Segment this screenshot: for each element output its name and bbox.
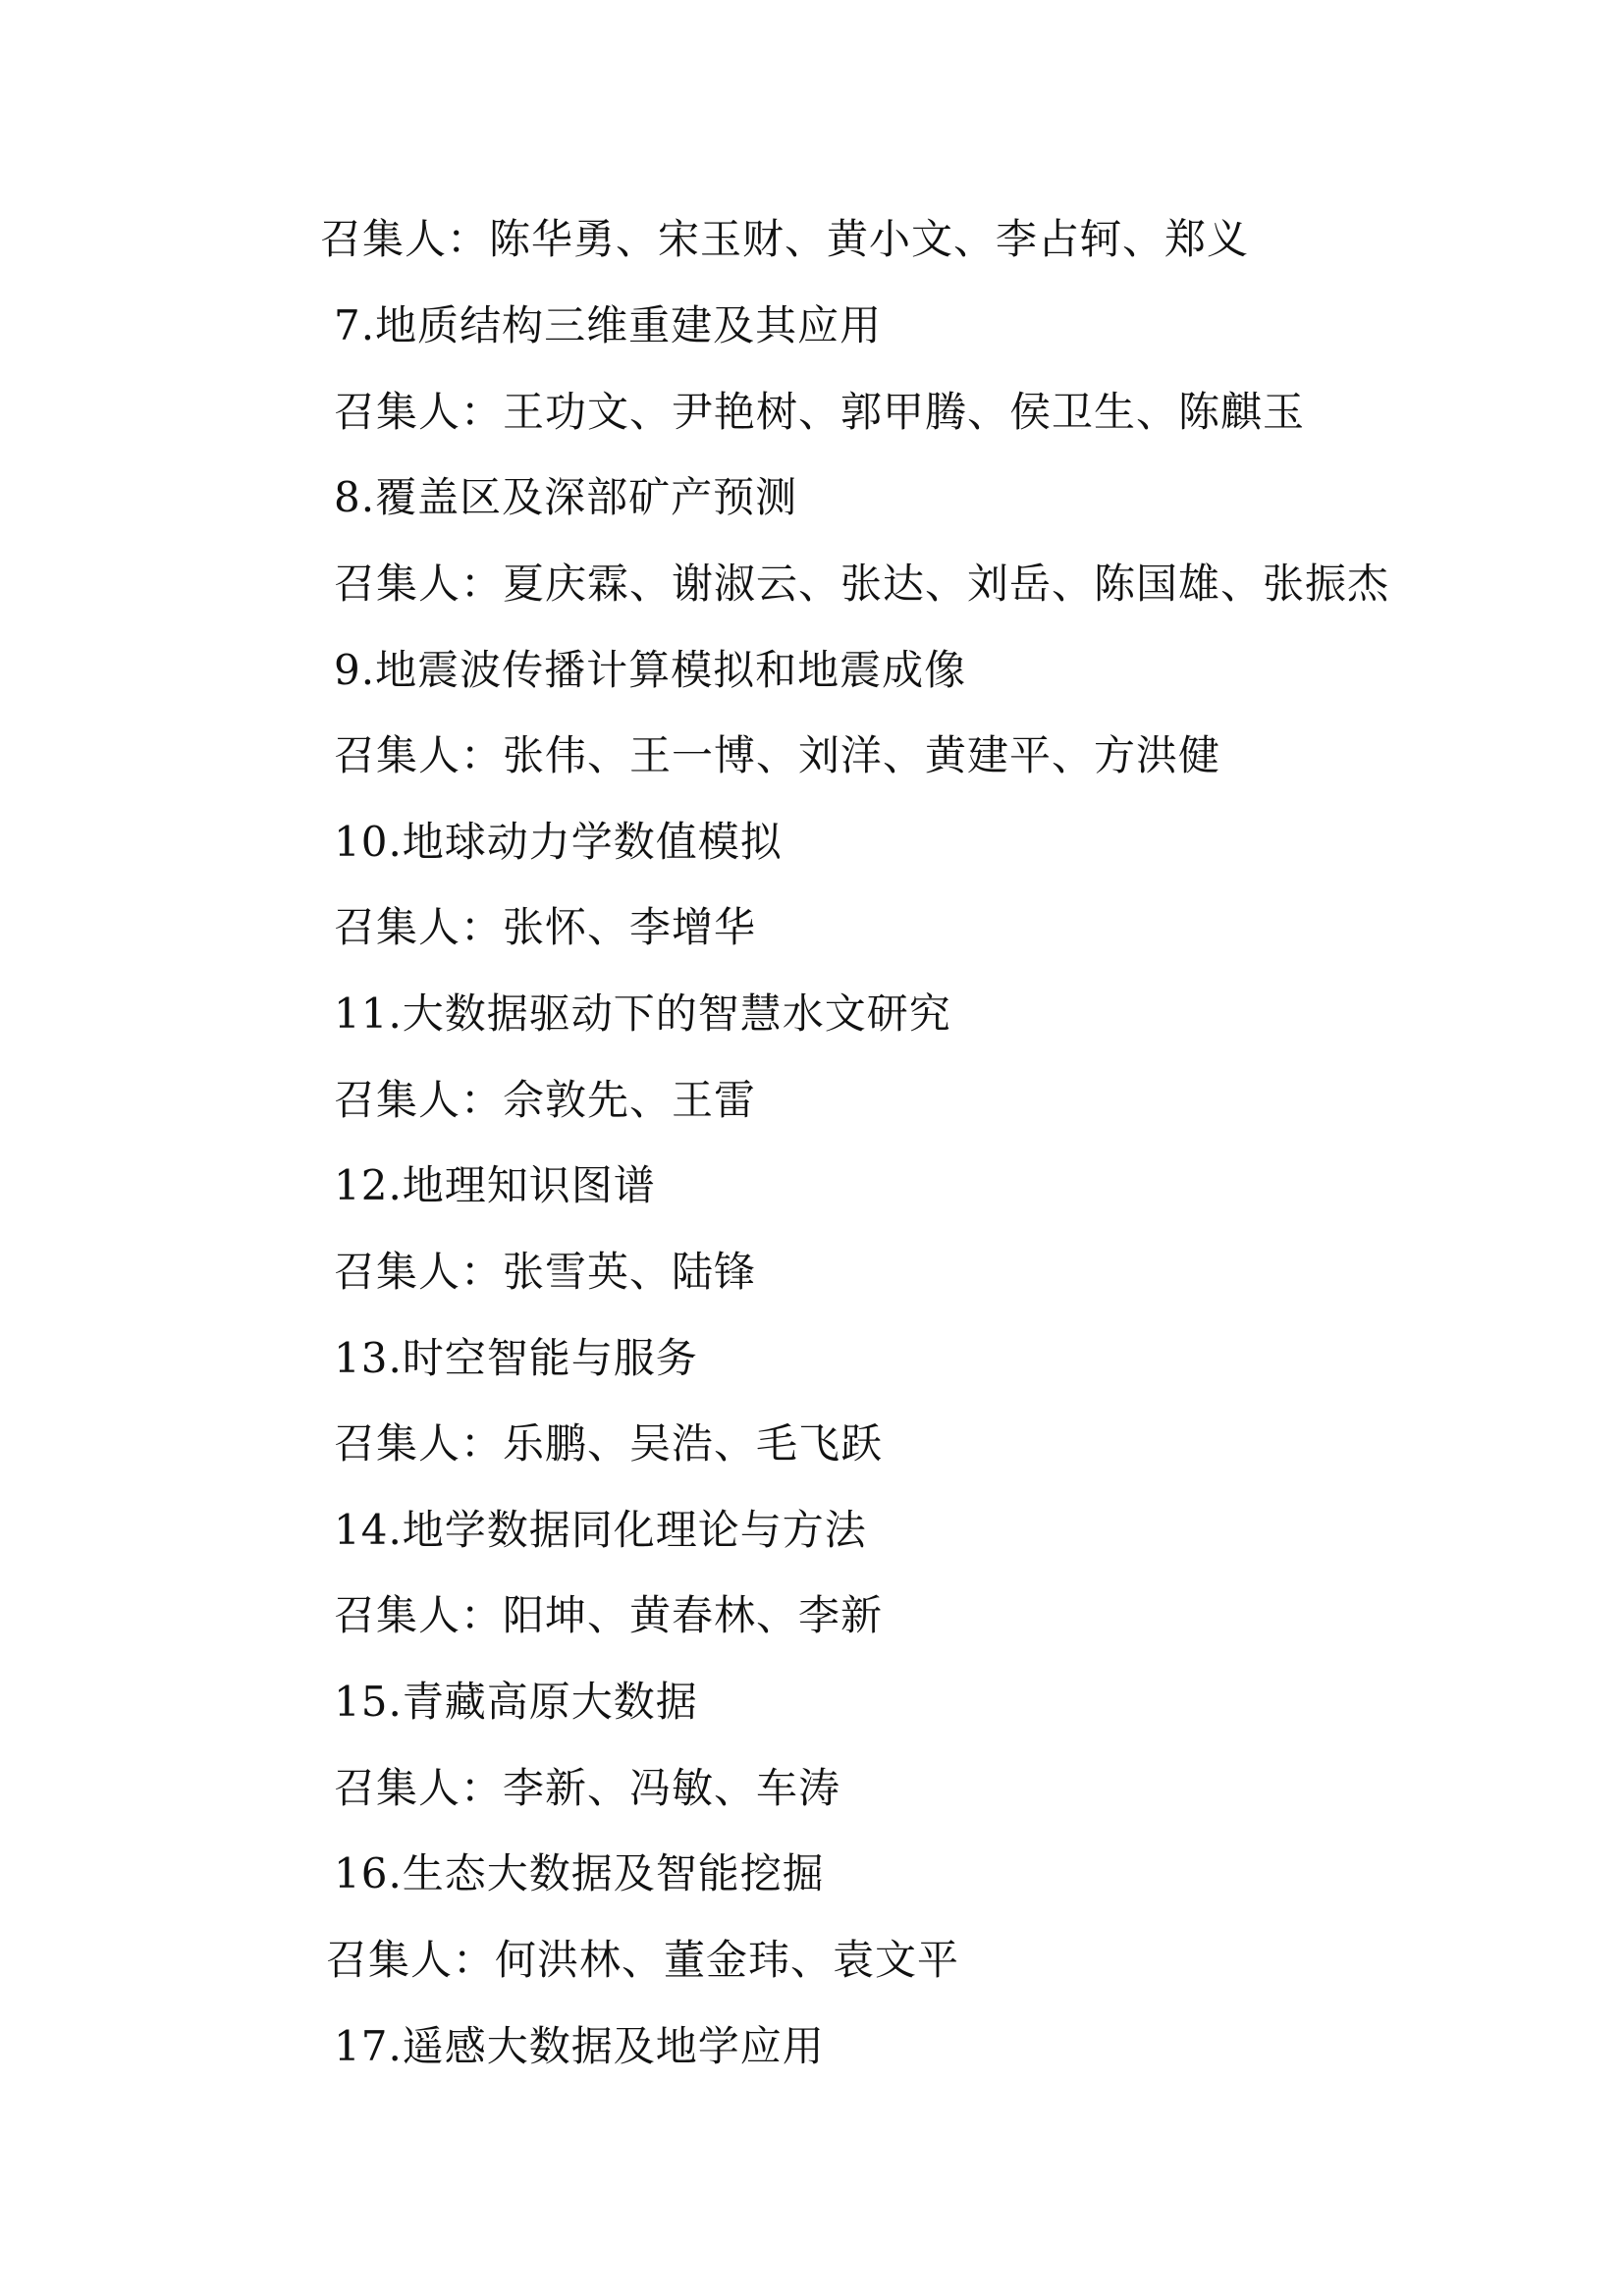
convenor-line: 召集人：李新、冯敏、车涛: [334, 1764, 841, 1812]
convenor-line: 召集人：佘敦先、王雷: [334, 1076, 757, 1124]
topic-heading: 15.青藏高原大数据: [334, 1678, 698, 1726]
topic-heading: 9.地震波传播计算模拟和地震成像: [334, 646, 967, 694]
convenor-line: 召集人：陈华勇、宋玉财、黄小文、李占轲、郑义: [320, 215, 1250, 263]
convenor-line: 召集人：阳坤、黄春林、李新: [334, 1591, 884, 1639]
convenor-line: 召集人：乐鹏、吴浩、毛飞跃: [334, 1419, 884, 1468]
convenor-line: 召集人：夏庆霖、谢淑云、张达、刘岳、陈国雄、张振杰: [334, 560, 1390, 608]
convenor-line: 召集人：张伟、王一博、刘洋、黄建平、方洪健: [334, 731, 1221, 779]
topic-heading: 13.时空智能与服务: [334, 1334, 698, 1382]
topic-heading: 12.地理知识图谱: [334, 1161, 656, 1209]
topic-heading: 7.地质结构三维重建及其应用: [334, 301, 883, 349]
topic-heading: 11.大数据驱动下的智慧水文研究: [334, 989, 951, 1038]
convenor-line: 召集人：王功文、尹艳树、郭甲腾、侯卫生、陈麒玉: [334, 388, 1306, 436]
topic-heading: 10.地球动力学数值模拟: [334, 818, 783, 866]
topic-heading: 16.生态大数据及智能挖掘: [334, 1849, 825, 1897]
convenor-line: 召集人：张雪英、陆锋: [334, 1248, 757, 1296]
topic-heading: 14.地学数据同化理论与方法: [334, 1506, 867, 1554]
topic-heading: 17.遥感大数据及地学应用: [334, 2022, 825, 2070]
convenor-line: 召集人：张怀、李增华: [334, 903, 757, 951]
topic-heading: 8.覆盖区及深部矿产预测: [334, 473, 798, 521]
convenor-line: 召集人：何洪林、董金玮、袁文平: [326, 1936, 960, 1984]
